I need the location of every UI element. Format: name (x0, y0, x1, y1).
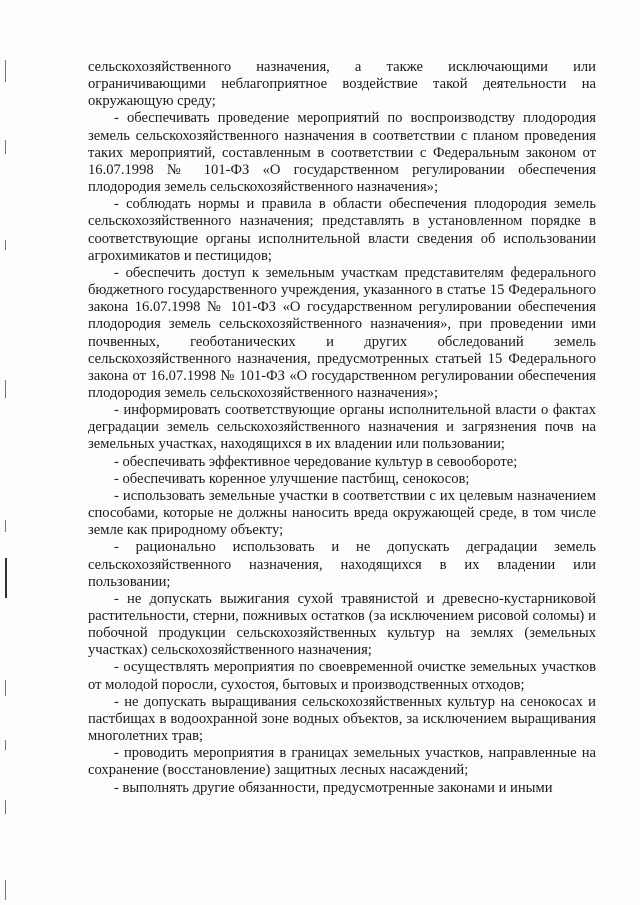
scan-mark (5, 880, 6, 900)
document-body (88, 59, 596, 797)
scan-mark (5, 140, 6, 154)
paragraph-rational-use: - рационально использовать и не допускать деградации земель сельскохозяйственного назначения, находящихся в их владении или пользовании; (88, 539, 596, 590)
scan-mark (5, 60, 6, 82)
scan-mark (5, 520, 6, 532)
scan-mark (5, 380, 6, 398)
paragraph-clearing-plots: - осуществлять мероприятия по своевременной очистке земельных участков от молодой поросли, сухостоя, бытовых и производственных отходов; (88, 659, 596, 693)
paragraph-water-protection-zone: - не допускать выращивания сельскохозяйственных культур на сенокосах и пастбищах в водоохранной зоне водных объектов, за исключением выращивания многолетних трав; (88, 693, 596, 745)
paragraph-other-duties: - выполнять другие обязанности, предусмотренные законами и иными (114, 779, 553, 796)
scan-mark (5, 800, 6, 814)
paragraph-continuation: сельскохозяйственного назначения, а также исключающими или ограничивающими неблагоприятное воздействие такой деятельности на окружающую среду; (88, 59, 596, 110)
paragraph-soil-fertility-measures: - обеспечивать проведение мероприятий по воспроизводству плодородия земель сельскохозяйственного назначения в соответствии с планом проведения таких мероприятий, составленным в соответствии с Федеральным законом от 16.07.1998 № 101-ФЗ «О государственном регулировании обеспечения плодородия земель сельскохозяйственного назначения»; (88, 110, 596, 196)
paragraph-protective-plantings: - проводить мероприятия в границах земельных участков, направленные на сохранение (восстановление) защитных лесных насаждений; (88, 745, 596, 779)
scan-mark (5, 240, 6, 250)
scan-mark (5, 558, 7, 598)
paragraph-pasture-improvement: - обеспечивать коренное улучшение пастбищ, сенокосов; (114, 470, 470, 487)
scan-mark (5, 740, 6, 750)
scan-margin-artifacts (0, 0, 14, 905)
paragraph-access-to-land: - обеспечить доступ к земельным участкам представителям федерального бюджетного государственного учреждения, указанного в статье 15 Федерального закона 16.07.1998 № 101-ФЗ «О государственном регулировании обеспечения плодородия земель сельскохозяйственного назначения», при проведении ими почвенных, геоботанических и других обследований земель сельскохозяйственного назначения, предусмотренных статьей 15 Федерального закона от 16.07.1998 № 101-ФЗ «О государственном регулировании обеспечения плодородия земель сельскохозяйственного назначения»; (88, 264, 596, 401)
paragraph-no-burning: - не допускать выжигания сухой травянистой и древесно-кустарниковой растительности, стерни, пожнивых остатков (за исключением рисовой соломы) и побочной продукции сельскохозяйственных культур на землях (земельных участках) сельскохозяйственного назначения; (88, 590, 596, 659)
paragraph-norms-and-rules: - соблюдать нормы и правила в области обеспечения плодородия земель сельскохозяйственного назначения; представлять в установленном порядке в соответствующие органы исполнительной власти сведения об использовании агрохимикатов и пестицидов; (88, 196, 596, 264)
paragraph-intended-use: - использовать земельные участки в соответствии с их целевым назначением способами, которые не должны наносить вреда окружающей среде, в том числе земле как природному объекту; (88, 487, 596, 539)
paragraph-crop-rotation: - обеспечивать эффективное чередование культур в севообороте; (114, 453, 518, 470)
paragraph-inform-authorities: - информировать соответствующие органы исполнительной власти о фактах деградации земель сельскохозяйственного назначения и загрязнения почв на земельных участках, находящихся в их владении или пользовании; (88, 402, 596, 453)
scan-mark (5, 680, 6, 696)
